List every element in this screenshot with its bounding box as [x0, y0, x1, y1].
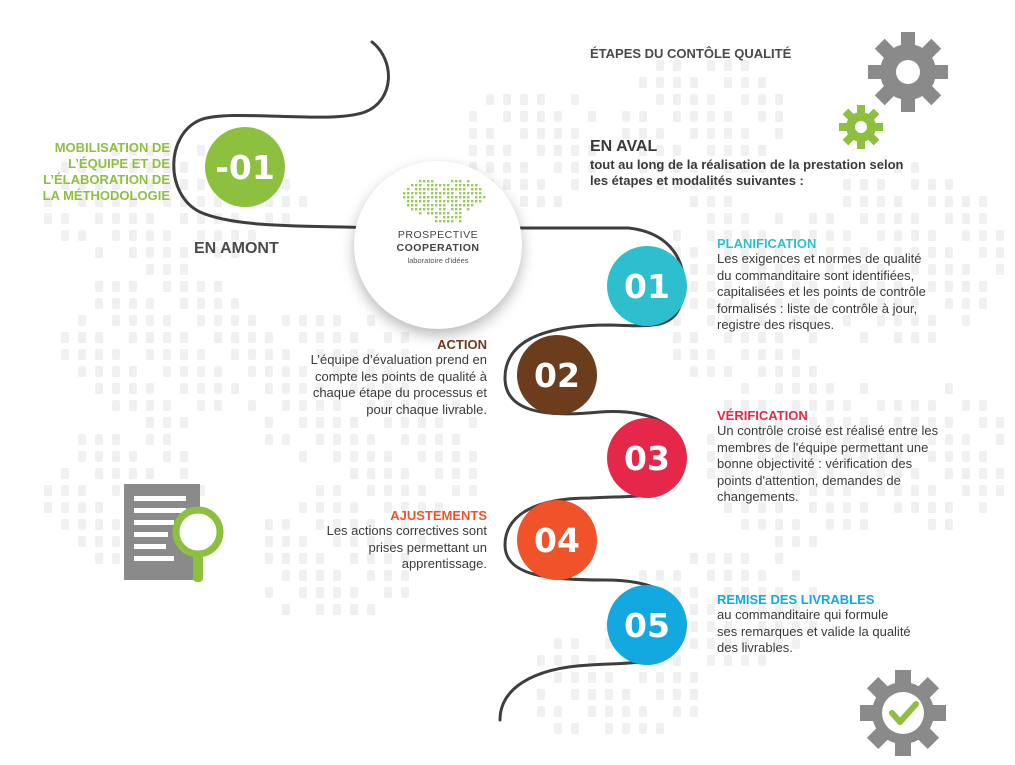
- logo-text-1: PROSPECTIVE: [397, 229, 479, 241]
- amont-label: EN AMONT: [194, 240, 279, 257]
- aval-title: EN AVAL: [590, 138, 658, 155]
- logo-text-2: COOPERATION: [396, 242, 480, 254]
- step-circle-04: 04: [517, 500, 597, 580]
- amont-title-line: LA MÉTHODOLOGIE: [42, 188, 170, 203]
- step-circle-02: 02: [517, 335, 597, 415]
- step-02-block: [230, 337, 487, 418]
- step-01-text: Les exigences et normes de qualité du commanditaire sont identifiées, capitalisées et les points de contrôle formalisés : liste de contrôle à jour, registre des risques.: [717, 251, 926, 332]
- amont-title-line: MOBILISATION DE: [54, 140, 170, 155]
- step-03-block: [717, 408, 1007, 506]
- amont-title-line: L’ÉQUIPE ET DE: [68, 156, 170, 171]
- step-circle-05: 05: [607, 585, 687, 665]
- small-gear-icon: [838, 104, 884, 150]
- page-title: ÉTAPES DU CONTÔLE QUALITÉ: [590, 46, 792, 61]
- step-02-title: ACTION: [437, 337, 487, 352]
- step-04-text: Les actions correctives sont prises permettant un apprentissage.: [326, 523, 487, 571]
- step-circle-amont: -01: [205, 127, 285, 207]
- step-03-text: Un contrôle croisé est réalisé entre les membres de l'équipe permettant une bonne objectivité : vérification des points d'attention, demandes de changements.: [717, 423, 939, 504]
- amont-title-line: L’ÉLABORATION DE: [43, 172, 170, 187]
- step-05-text: au commanditaire qui formule ses remarques et valide la qualité des livrables.: [717, 607, 911, 655]
- step-05-block: [717, 592, 1007, 657]
- step-01-title: PLANIFICATION: [717, 236, 817, 251]
- logo-text-3: laboratoire d'idées: [407, 256, 469, 265]
- step-01-block: [717, 236, 1007, 334]
- step-04-title: AJUSTEMENTS: [390, 508, 487, 523]
- gear-icon: [866, 30, 950, 114]
- aval-subtitle-line: tout au long de la réalisation de la prestation selon: [590, 157, 904, 172]
- gear-check-icon: [858, 668, 948, 758]
- logo-map-icon: [397, 174, 487, 228]
- step-05-title: REMISE DES LIVRABLES: [717, 592, 875, 607]
- aval-subtitle-line: les étapes et modalités suivantes :: [590, 173, 804, 188]
- step-03-title: VÉRIFICATION: [717, 408, 808, 423]
- step-04-block: [230, 508, 487, 573]
- step-circle-01: 01: [607, 246, 687, 326]
- amont-title: [20, 140, 170, 204]
- step-circle-03: 03: [607, 418, 687, 498]
- document-magnifier-icon: [120, 482, 230, 592]
- aval-subtitle: [590, 157, 904, 189]
- step-02-text: L’équipe d’évaluation prend en compte les points de qualité à chaque étape du processus et pour chaque livrable.: [310, 352, 487, 417]
